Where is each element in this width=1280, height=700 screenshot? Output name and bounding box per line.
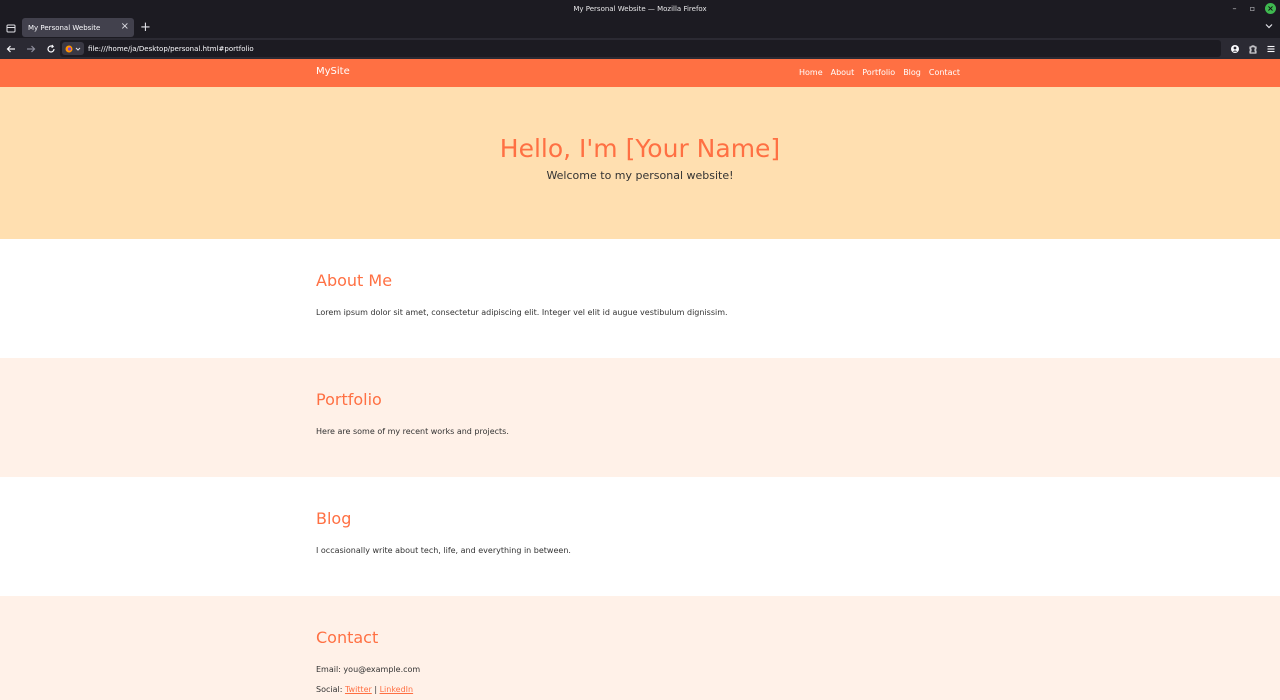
about-section: [0, 239, 1280, 358]
social-separator: |: [374, 685, 378, 694]
firefox-logo-icon: [65, 45, 73, 53]
site-identity-button[interactable]: [62, 42, 84, 55]
window-title: My Personal Website — Mozilla Firefox: [573, 4, 707, 13]
extensions-icon[interactable]: [1244, 40, 1262, 58]
list-all-tabs-icon[interactable]: [1264, 21, 1274, 31]
blog-heading: Blog: [316, 509, 352, 528]
toolbar-right: [1226, 40, 1280, 58]
nav-link-blog[interactable]: Blog: [903, 68, 921, 77]
portfolio-section: [0, 358, 1280, 477]
nav-link-contact[interactable]: Contact: [928, 68, 960, 77]
tab-close-icon[interactable]: ×: [120, 21, 129, 32]
nav-toolbar: [0, 38, 1280, 59]
twitter-link[interactable]: Twitter: [344, 685, 372, 694]
firefox-view-button[interactable]: [1, 18, 21, 38]
contact-social: [316, 685, 413, 694]
new-tab-icon[interactable]: +: [140, 20, 151, 35]
close-window-icon[interactable]: ×: [1265, 3, 1276, 14]
nav-link-portfolio[interactable]: Portfolio: [862, 68, 896, 77]
contact-section: [0, 596, 1280, 700]
contact-heading: Contact: [316, 628, 379, 647]
portfolio-heading: Portfolio: [316, 390, 382, 409]
social-label: Social:: [316, 685, 343, 694]
back-icon[interactable]: [2, 40, 20, 58]
window-titlebar: [0, 0, 1280, 17]
hero-section: [0, 87, 1280, 239]
blog-section: [0, 477, 1280, 596]
minimize-icon[interactable]: –: [1232, 4, 1237, 13]
forward-icon[interactable]: [22, 40, 40, 58]
nav-link-about[interactable]: About: [830, 68, 855, 77]
about-text: Lorem ipsum dolor sit amet, consectetur adipiscing elit. Integer vel elit id augue vestibulum dignissim.: [316, 308, 728, 317]
tab-bar: [0, 17, 1280, 38]
contact-email: Email: you@example.com: [316, 665, 421, 674]
window-controls: [1229, 3, 1276, 14]
blog-text: I occasionally write about tech, life, and everything in between.: [316, 546, 571, 555]
nav-link-home[interactable]: Home: [798, 68, 823, 77]
site-header: [0, 59, 1280, 87]
site-logo[interactable]: MySite: [316, 66, 350, 77]
tab-active[interactable]: [22, 18, 134, 37]
url-bar[interactable]: [60, 40, 1221, 57]
maximize-icon[interactable]: ▫: [1249, 4, 1256, 13]
account-icon[interactable]: [1226, 40, 1244, 58]
hero-subtitle: Welcome to my personal website!: [546, 169, 734, 182]
about-heading: About Me: [316, 271, 393, 290]
menu-icon[interactable]: [1262, 40, 1280, 58]
page-viewport: [0, 59, 1280, 700]
url-text[interactable]: file:///home/ja/Desktop/personal.html#portfolio: [88, 44, 254, 53]
firefox-view-icon: [6, 23, 16, 33]
site-nav: [799, 68, 960, 77]
tab-title: My Personal Website: [28, 23, 101, 32]
hero-title: Hello, I'm [Your Name]: [499, 134, 781, 163]
linkedin-link[interactable]: LinkedIn: [379, 685, 414, 694]
chevron-down-icon: [75, 46, 81, 52]
reload-icon[interactable]: [42, 40, 60, 58]
portfolio-text: Here are some of my recent works and projects.: [316, 427, 509, 436]
